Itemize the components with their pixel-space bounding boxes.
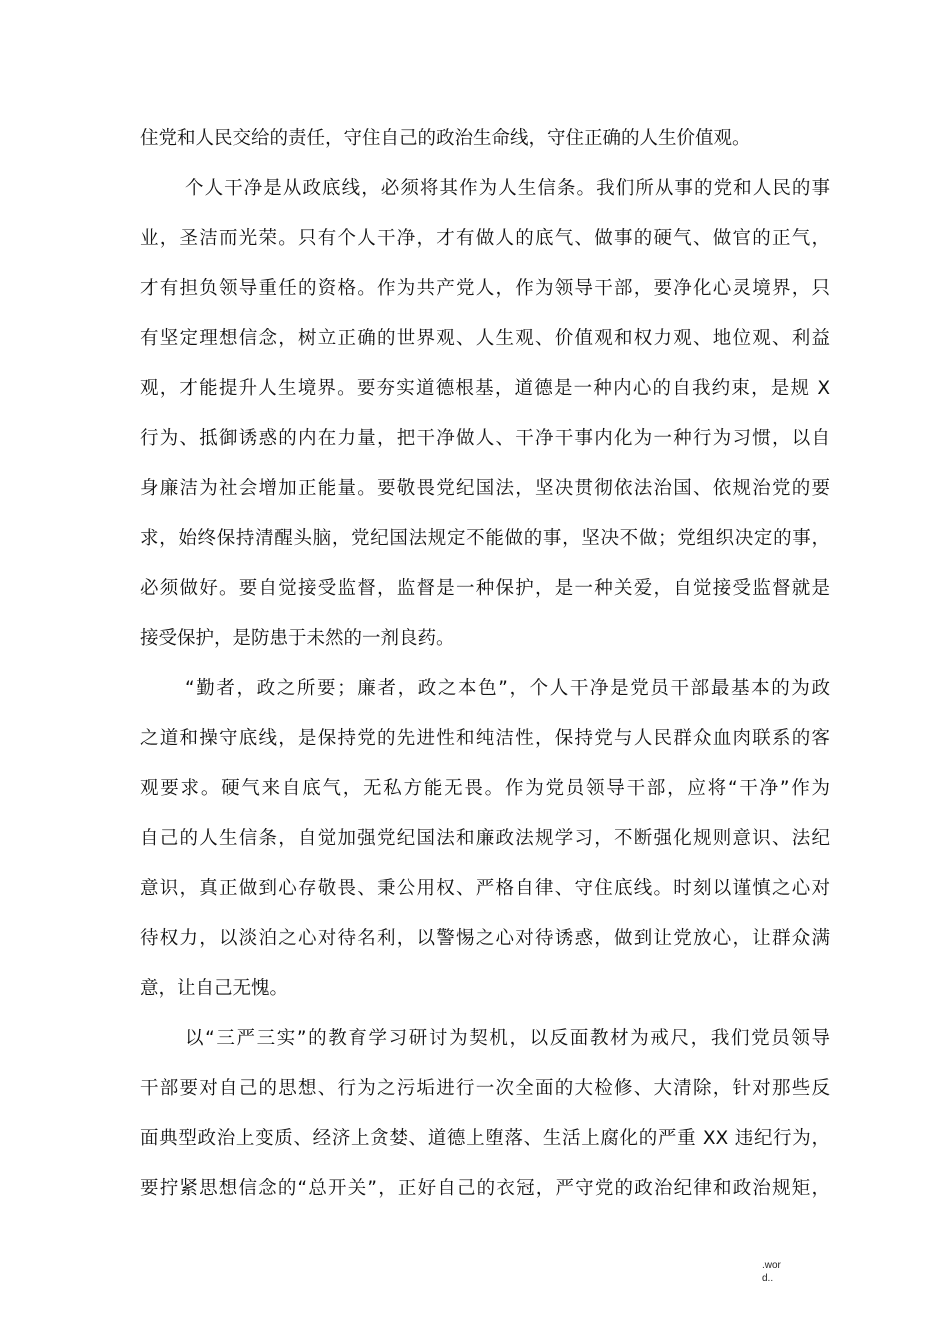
- text-line: 待权力，以淡泊之心对待名利，以警惕之心对待诱惑，做到让党放心，让群众满: [140, 928, 830, 949]
- text-line: 面典型政治上变质、经济上贪婪、道德上堕落、生活上腐化的严重 XX 违纪行为，: [140, 1128, 830, 1149]
- page-footer: [762, 1259, 781, 1285]
- text-line: 干部要对自己的思想、行为之污垢进行一次全面的大检修、大清除，针对那些反: [140, 1078, 830, 1099]
- text-line: 之道和操守底线，是保持党的先进性和纯洁性，保持党与人民群众血肉联系的客: [140, 728, 830, 749]
- paragraph-first-line: 个人干净是从政底线，必须将其作为人生信条。我们所从事的党和人民的事: [185, 178, 830, 199]
- text-line: 住党和人民交给的责任，守住自己的政治生命线，守住正确的人生价值观。: [140, 128, 751, 149]
- text-line: 观，才能提升人生境界。要夯实道德根基，道德是一种内心的自我约束，是规 X: [140, 378, 830, 399]
- text-line: 才有担负领导重任的资格。作为共产党人，作为领导干部，要净化心灵境界，只: [140, 278, 830, 299]
- text-line: 业，圣洁而光荣。只有个人干净，才有做人的底气、做事的硬气、做官的正气，: [140, 228, 830, 249]
- text-line: 意识，真正做到心存敬畏、秉公用权、严格自律、守住底线。时刻以谨慎之心对: [140, 878, 830, 899]
- text-line: 自己的人生信条，自觉加强党纪国法和廉政法规学习，不断强化规则意识、法纪: [140, 828, 830, 849]
- text-line: 要拧紧思想信念的“总开关”，正好自己的衣冠，严守党的政治纪律和政治规矩，: [140, 1178, 830, 1199]
- footer-line: .wor: [762, 1260, 781, 1271]
- footer-line: d..: [762, 1273, 774, 1284]
- text-line: 行为、抵御诱惑的内在力量，把干净做人、干净干事内化为一种行为习惯，以自: [140, 428, 830, 449]
- text-line: 求，始终保持清醒头脑，党纪国法规定不能做的事，坚决不做；党组织决定的事，: [140, 528, 830, 549]
- text-line: 意，让自己无愧。: [140, 978, 289, 999]
- text-line: 身廉洁为社会增加正能量。要敬畏党纪国法，坚决贯彻依法治国、依规治党的要: [140, 478, 830, 499]
- text-line: 接受保护，是防患于未然的一剂良药。: [140, 628, 455, 649]
- paragraph-first-line: 以“三严三实”的教育学习研讨为契机，以反面教材为戒尺，我们党员领导: [185, 1028, 830, 1049]
- text-line: 有坚定理想信念，树立正确的世界观、人生观、价值观和权力观、地位观、利益: [140, 328, 830, 349]
- text-line: 观要求。硬气来自底气，无私方能无畏。作为党员领导干部，应将“干净”作为: [140, 778, 830, 799]
- text-line: 必须做好。要自觉接受监督，监督是一种保护，是一种关爱，自觉接受监督就是: [140, 578, 830, 599]
- paragraph-first-line: “勤者，政之所要；廉者，政之本色”，个人干净是党员干部最基本的为政: [185, 678, 830, 699]
